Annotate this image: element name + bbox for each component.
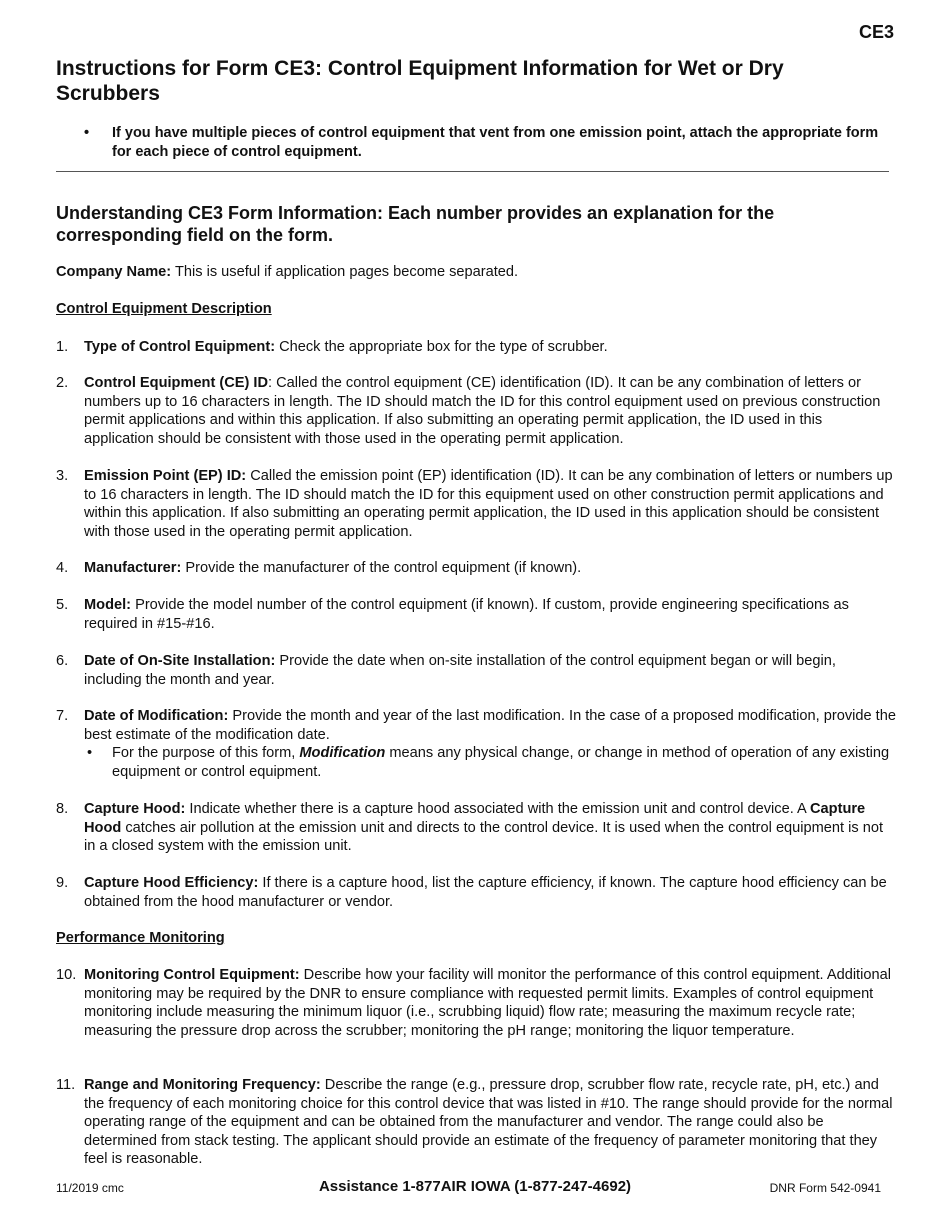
instruction-item-5 (56, 596, 896, 633)
item-label: Model: (84, 597, 132, 613)
item-label: Capture Hood: (84, 801, 186, 817)
item-number: 1. (56, 339, 69, 355)
company-name-text: This is useful if application pages become separated. (171, 264, 519, 280)
understanding-title: Understanding CE3 Form Information: Each number provides an explanation for the corresponding field on the form. (56, 203, 775, 245)
instruction-item-3 (56, 467, 896, 541)
item-text: Describe the range (e.g., pressure drop, scrubber flow rate, recycle rate, pH, etc.) and the frequency of each monitoring choice for this control device that was listed in #10. The range should provide for the normal operating range of the equipment and can be obtained from the manufacturer and vendor. The range could also be determined from stack testing. The applicant should provide an estimate of the frequency of parameter monitoring that they feel is reasonable. (84, 1077, 893, 1168)
item-number: 5. (56, 597, 69, 613)
bullet-suffix: means any physical change, or change in method of operation of any existing equipment or control equipment. (112, 745, 890, 780)
instruction-item-10 (56, 966, 896, 1040)
item-label: Range and Monitoring Frequency: (84, 1077, 321, 1093)
section-heading-control-equipment: Control Equipment Description (56, 301, 272, 317)
capture-hood-definition: catches air pollution at the emission unit and directs to the control device. It is used when the control equipment is not in a closed system with the emission unit. (84, 819, 884, 855)
footer-assistance-line: Assistance 1-877AIR IOWA (1-877-247-4692) (318, 1178, 632, 1195)
company-name-note (56, 263, 896, 282)
item-number: 10. (56, 967, 77, 983)
item-label: Type of Control Equipment: (84, 339, 276, 355)
item-text: Called the emission point (EP) identification (ID). It can be any combination of letters or numbers up to 16 characters in length. The ID should match the ID for this equipment used on other construction permit applications and within this application. If also submitting an operating permit application, the ID used in this application should be consistent with those used in the operating permit application. (84, 468, 893, 540)
horizontal-divider (56, 171, 889, 172)
page-title: Instructions for Form CE3: Control Equipment Information for Wet or Dry Scrubbers (56, 57, 784, 105)
item-number: 9. (56, 875, 69, 891)
company-name-label: Company Name: (56, 264, 172, 280)
item-label: Date of On-Site Installation: (84, 653, 276, 669)
item-text: Provide the date when on-site installation of the control equipment began or will begin, including the month and year. (84, 653, 836, 688)
top-bullet-item: • If you have multiple pieces of control equipment that vent from one emission point, attach the appropriate form for each piece of control equipment. (84, 124, 894, 162)
item-text: Provide the model number of the control equipment (if known). If custom, provide engineering specifications as required in #15-#16. (84, 597, 849, 632)
item-label: Monitoring Control Equipment: (84, 967, 300, 983)
footer-form-number: DNR Form 542-0941 (769, 1181, 881, 1195)
section-heading-performance-monitoring: Performance Monitoring (56, 930, 225, 946)
instruction-item-7 (56, 707, 896, 781)
instruction-item-8 (56, 800, 896, 856)
item-text: : Called the control equipment (CE) identification (ID). It can be any combination of letters or numbers up to 16 characters in length. The ID should match the ID for this control equipment used on previous construction permit applications and within this application. If also submitting an operating permit application, the ID used in this application should be consistent with those used in the operating permit application. (84, 375, 881, 447)
item-label: Capture Hood Efficiency: (84, 875, 259, 891)
item-label: Date of Modification: (84, 708, 229, 724)
item-text: Check the appropriate box for the type of scrubber. (275, 339, 608, 355)
modification-definition-bullet (84, 744, 896, 781)
item-number: 2. (56, 375, 69, 391)
item-number: 11. (56, 1077, 76, 1093)
item-label: Emission Point (EP) ID: (84, 468, 247, 484)
item-text: Provide the manufacturer of the control equipment (if known). (181, 560, 582, 576)
item-text: Describe how your facility will monitor the performance of this control equipment. Additional monitoring may be required by the DNR to ensure compliance with requested permit limits. Examples of control equipment monitoring include measuring the minimum liquor (i.e., scrubbing liquid) flow rate; measuring the maximum recycle rate; measuring the pressure drop across the scrubber; monitoring the pH range; monitoring the liquor temperature. (84, 967, 891, 1039)
item-number: 3. (56, 468, 69, 484)
item-number: 4. (56, 560, 69, 576)
modification-term: Modification (299, 745, 386, 762)
item-label: Control Equipment (CE) ID (84, 375, 269, 391)
instruction-item-6 (56, 652, 896, 689)
item-text: Indicate whether there is a capture hood associated with the emission unit and control device. A (185, 801, 811, 817)
instruction-item-2 (56, 374, 896, 448)
item-label: Manufacturer: (84, 560, 182, 576)
item-text: Provide the month and year of the last modification. In the case of a proposed modification, provide the best estimate of the modification date. (84, 708, 896, 743)
instruction-item-4 (56, 559, 896, 578)
form-code: CE3 (858, 22, 894, 42)
capture-hood-term: Capture Hood (84, 801, 866, 836)
instruction-item-9 (56, 874, 896, 911)
instruction-item-11 (56, 1076, 896, 1169)
item-text: If there is a capture hood, list the capture efficiency, if known. The capture hood efficiency can be obtained from the hood manufacturer or vendor. (84, 875, 887, 910)
item-number: 7. (56, 708, 69, 724)
instruction-item-1 (56, 338, 896, 357)
top-bullet-list (84, 124, 894, 162)
item-number: 6. (56, 653, 69, 669)
footer-revision-date: 11/2019 cmc (56, 1181, 124, 1195)
item-number: 8. (56, 801, 69, 817)
bullet-prefix: For the purpose of this form, (112, 745, 300, 762)
